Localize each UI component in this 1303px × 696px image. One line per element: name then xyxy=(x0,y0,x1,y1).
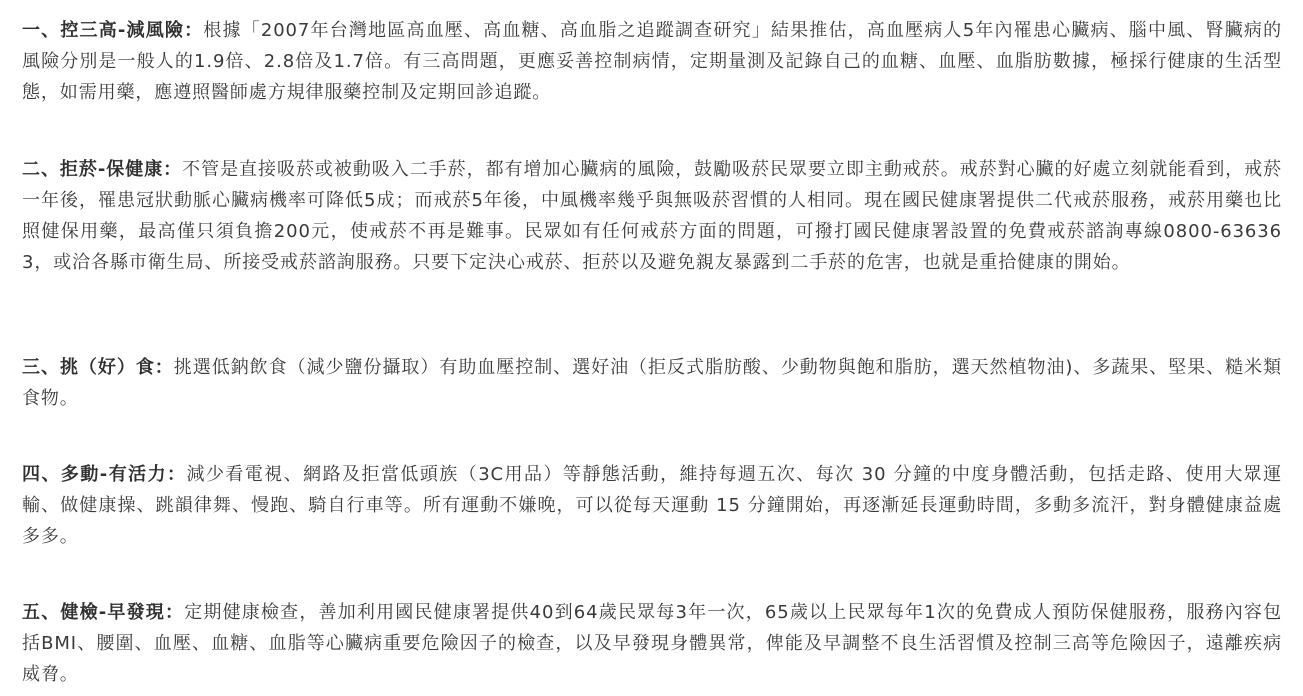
section-heading: 二、拒菸-保健康： xyxy=(22,159,183,180)
section-control-three-highs xyxy=(22,15,1282,108)
section-quit-smoking xyxy=(22,154,1282,278)
section-body: 挑選低鈉飲食（減少鹽份攝取）有助血壓控制、選好油（拒反式脂肪酸、少動物與飽和脂肪，選天然植物油)、多蔬果、堅果、糙米類食物。 xyxy=(22,357,1282,409)
section-heading: 四、多動-有活力： xyxy=(22,464,187,485)
section-heading: 五、健檢-早發現： xyxy=(22,602,185,623)
section-body: 不管是直接吸菸或被動吸入二手菸，都有增加心臟病的風險，鼓勵吸菸民眾要立即主動戒菸。戒菸對心臟的好處立刻就能看到，戒菸一年後，罹患冠狀動脈心臟病機率可降低5成；而戒菸5年後，中風機率幾乎與無吸菸習慣的人相同。現在國民健康署提供二代戒菸服務，戒菸用藥也比照健保用藥，最高僅只須負擔200元，使戒菸不再是難事。民眾如有任何戒菸方面的問題，可撥打國民健康署設置的免費戒菸諮詢專線0800-636363，或洽各縣市衛生局、所接受戒菸諮詢服務。只要下定決心戒菸、拒菸以及避免親友暴露到二手菸的危害，也就是重拾健康的開始。 xyxy=(22,159,1282,273)
section-exercise xyxy=(22,459,1282,552)
section-health-checkup xyxy=(22,597,1282,690)
section-heading: 一、控三高-減風險： xyxy=(22,20,204,41)
section-healthy-eating xyxy=(22,352,1282,414)
section-heading: 三、挑（好）食： xyxy=(22,357,174,378)
section-body: 根據「2007年台灣地區高血壓、高血糖、高血脂之追蹤調查研究」結果推估，高血壓病人5年內罹患心臟病、腦中風、腎臟病的風險分別是一般人的1.9倍、2.8倍及1.7倍。有三高問題，更應妥善控制病情，定期量測及記錄自己的血糖、血壓、血脂肪數據，極採行健康的生活型態，如需用藥，應遵照醫師處方規律服藥控制及定期回診追蹤。 xyxy=(22,20,1282,103)
section-body: 定期健康檢查，善加利用國民健康署提供40到64歲民眾每3年一次，65歲以上民眾每年1次的免費成人預防保健服務，服務內容包括BMI、腰圍、血壓、血糖、血脂等心臟病重要危險因子的檢查，以及早發現身體異常，俾能及早調整不良生活習慣及控制三高等危險因子，遠離疾病威脅。 xyxy=(22,602,1282,685)
section-body: 減少看電視、網路及拒當低頭族（3C用品）等靜態活動，維持每週五次、每次 30 分鐘的中度身體活動，包括走路、使用大眾運輸、做健康操、跳韻律舞、慢跑、騎自行車等。所有運動不嫌晚，可以從每天運動 15 分鐘開始，再逐漸延長運動時間，多動多流汗，對身體健康益處多多。 xyxy=(22,464,1282,547)
